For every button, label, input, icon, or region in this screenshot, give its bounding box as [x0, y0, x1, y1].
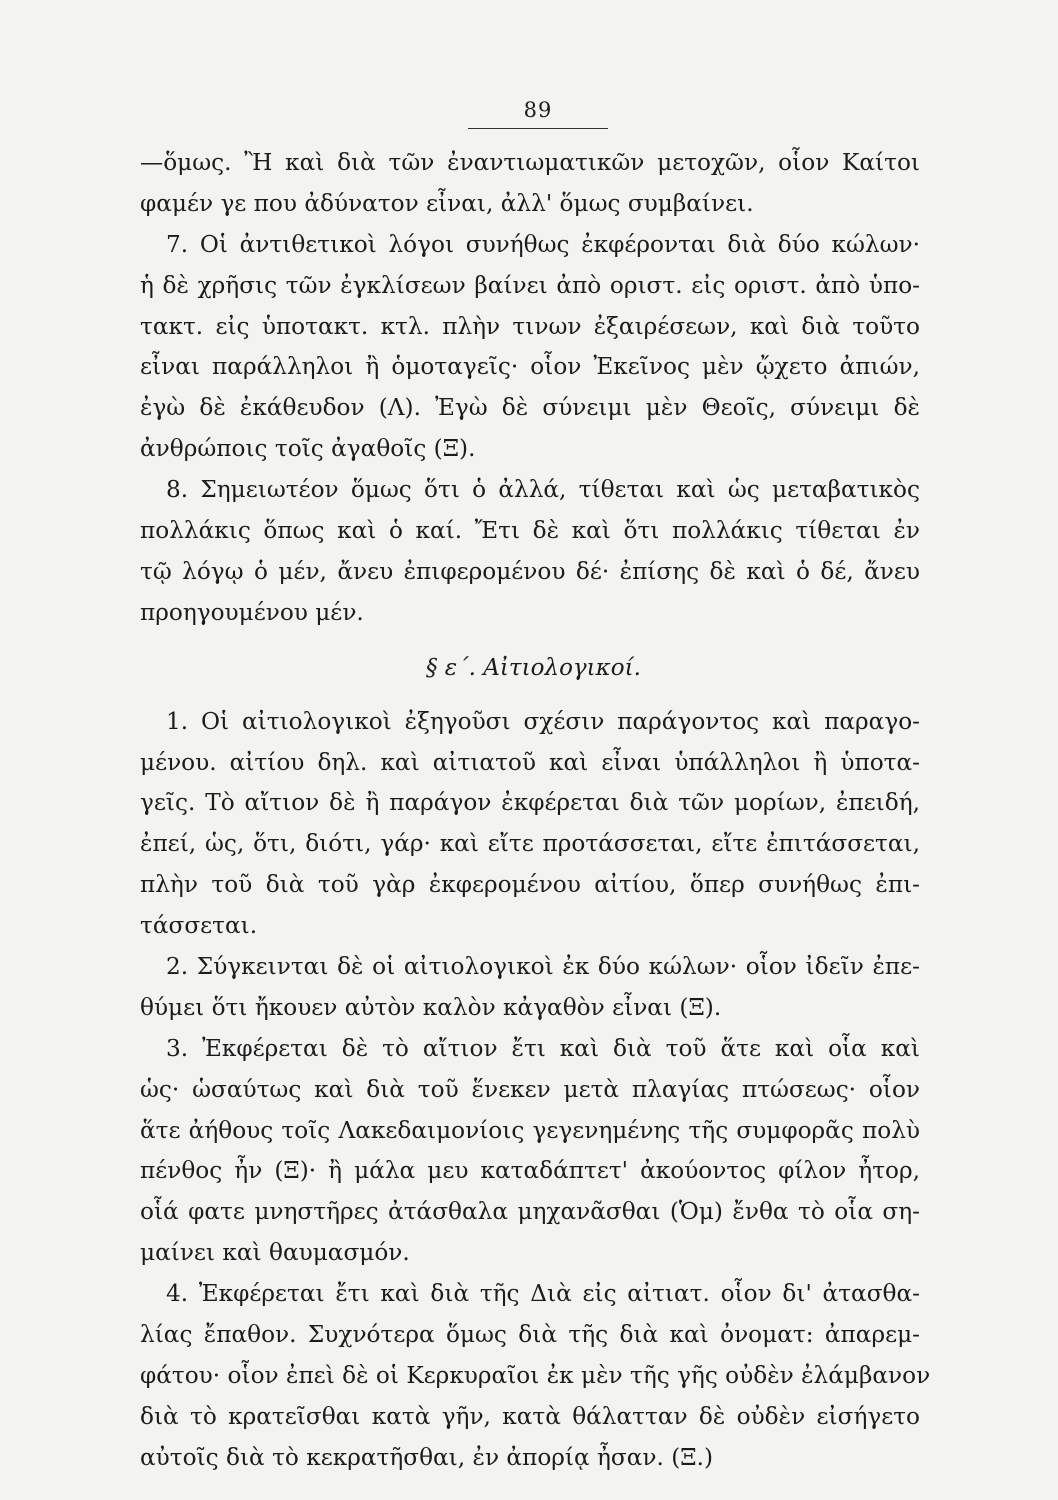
- section-heading: § ε΄. Αἰτιολογικοί.: [426, 654, 641, 681]
- page-body: [140, 143, 931, 1479]
- text-line: γεῖς. Τὸ αἴτιον δὲ ἢ παράγον ἐκφέρεται διὰ τῶν μορίων, ἐπειδή,: [140, 789, 920, 817]
- paragraph: [140, 225, 920, 470]
- header-rule: [468, 128, 608, 129]
- text-line: φαμέν γε που ἀδύνατον εἶναι, ἀλλ' ὅμως συμβαίνει.: [140, 189, 754, 217]
- text-line: ἐγὼ δὲ ἐκάθευδον (Λ). Ἐγὼ δὲ σύνειμι μὲν Θεοῖς, σύνειμι δὲ: [140, 394, 920, 422]
- text-line: αὐτοῖς διὰ τὸ κεκρατῆσθαι, ἐν ἀπορίᾳ ἦσαν. (Ξ.): [140, 1443, 714, 1471]
- text-line: πένθος ἦν (Ξ)· ἢ μάλα μευ καταδάπτετ' ἀκούοντος φίλον ἦτορ,: [140, 1157, 920, 1185]
- text-line: ἀνθρώποις τοῖς ἀγαθοῖς (Ξ).: [140, 435, 476, 463]
- text-line: φάτου· οἷον ἐπεὶ δὲ οἱ Κερκυραῖοι ἐκ μὲν τῆς γῆς οὐδὲν ἐλάμβανον: [140, 1361, 931, 1389]
- text-line: πολλάκις ὅπως καὶ ὁ καί. Ἔτι δὲ καὶ ὅτι πολλάκις τίθεται ἐν: [140, 517, 920, 545]
- text-line: μαίνει καὶ θαυμασμόν.: [140, 1239, 410, 1267]
- text-line: θύμει ὅτι ἤκουεν αὐτὸν καλὸν κἀγαθὸν εἶναι (Ξ).: [140, 993, 722, 1021]
- text-line: —ὅμως. Ἢ καὶ διὰ τῶν ἐναντιωματικῶν μετοχῶν, οἷον Καίτοι: [140, 149, 920, 176]
- text-line: 1. Οἱ αἰτιολογικοὶ ἐξηγοῦσι σχέσιν παράγοντος καὶ παραγο-: [166, 707, 920, 735]
- text-line: 8. Σημειωτέον ὅμως ὅτι ὁ ἀλλά, τίθεται καὶ ὡς μεταβατικὸς: [166, 476, 920, 504]
- page-number: 89: [523, 98, 553, 122]
- paragraph: [140, 1274, 931, 1478]
- text-line: τῷ λόγῳ ὁ μέν, ἄνευ ἐπιφερομένου δέ· ἐπίσης δὲ καὶ ὁ δέ, ἄνευ: [140, 557, 920, 585]
- paragraph: [140, 143, 920, 225]
- text-line: εἶναι παράλληλοι ἢ ὁμοταγεῖς· οἷον Ἐκεῖνος μὲν ᾤχετο ἀπιών,: [140, 353, 920, 381]
- paragraph: [140, 947, 920, 1029]
- text-line: μένου. αἰτίου δηλ. καὶ αἰτιατοῦ καὶ εἶναι ὑπάλληλοι ἢ ὑποτα-: [140, 748, 920, 776]
- paragraph: [140, 702, 920, 947]
- paragraph: [140, 1029, 920, 1274]
- text-line: ἅτε ἀήθους τοῖς Λακεδαιμονίοις γεγενημένης τῆς συμφορᾶς πολὺ: [140, 1116, 920, 1144]
- text-line: τακτ. εἰς ὑποτακτ. κτλ. πλὴν τινων ἐξαιρέσεων, καὶ διὰ τοῦτο: [140, 312, 920, 340]
- text-line: ὡς· ὡσαύτως καὶ διὰ τοῦ ἕνεκεν μετὰ πλαγίας πτώσεως· οἷον: [140, 1075, 920, 1103]
- paragraph: [140, 470, 920, 634]
- text-line: 7. Οἱ ἀντιθετικοὶ λόγοι συνήθως ἐκφέρονται διὰ δύο κώλων·: [166, 230, 920, 258]
- text-line: τάσσεται.: [140, 912, 258, 940]
- text-line: πλὴν τοῦ διὰ τοῦ γὰρ ἐκφερομένου αἰτίου, ὅπερ συνήθως ἐπι-: [140, 871, 920, 899]
- text-line: 3. Ἐκφέρεται δὲ τὸ αἴτιον ἔτι καὶ διὰ τοῦ ἅτε καὶ οἷα καὶ: [166, 1034, 920, 1062]
- text-line: ἐπεί, ὡς, ὅτι, διότι, γάρ· καὶ εἴτε προτάσσεται, εἴτε ἐπιτάσσεται,: [140, 830, 920, 858]
- text-line: 4. Ἐκφέρεται ἔτι καὶ διὰ τῆς Διὰ εἰς αἰτιατ. οἷον δι' ἀτασθα-: [166, 1280, 920, 1308]
- text-line: 2. Σύγκεινται δὲ οἱ αἰτιολογικοὶ ἐκ δύο κώλων· οἷον ἰδεῖν ἐπε-: [166, 953, 920, 981]
- text-line: διὰ τὸ κρατεῖσθαι κατὰ γῆν, κατὰ θάλατταν δὲ οὐδὲν εἰσήγετο: [140, 1402, 920, 1430]
- text-line: ἡ δὲ χρῆσις τῶν ἐγκλίσεων βαίνει ἀπὸ οριστ. εἰς οριστ. ἀπὸ ὑπο-: [140, 271, 920, 299]
- text-line: λίας ἔπαθον. Συχνότερα ὅμως διὰ τῆς διὰ καὶ ὀνοματ: ἀπαρεμ-: [140, 1321, 920, 1349]
- text-line: οἷά φατε μνηστῆρες ἀτάσθαλα μηχανᾶσθαι (Ὁμ) ἔνθα τὸ οἷα ση-: [140, 1198, 920, 1226]
- text-line: προηγουμένου μέν.: [140, 598, 364, 626]
